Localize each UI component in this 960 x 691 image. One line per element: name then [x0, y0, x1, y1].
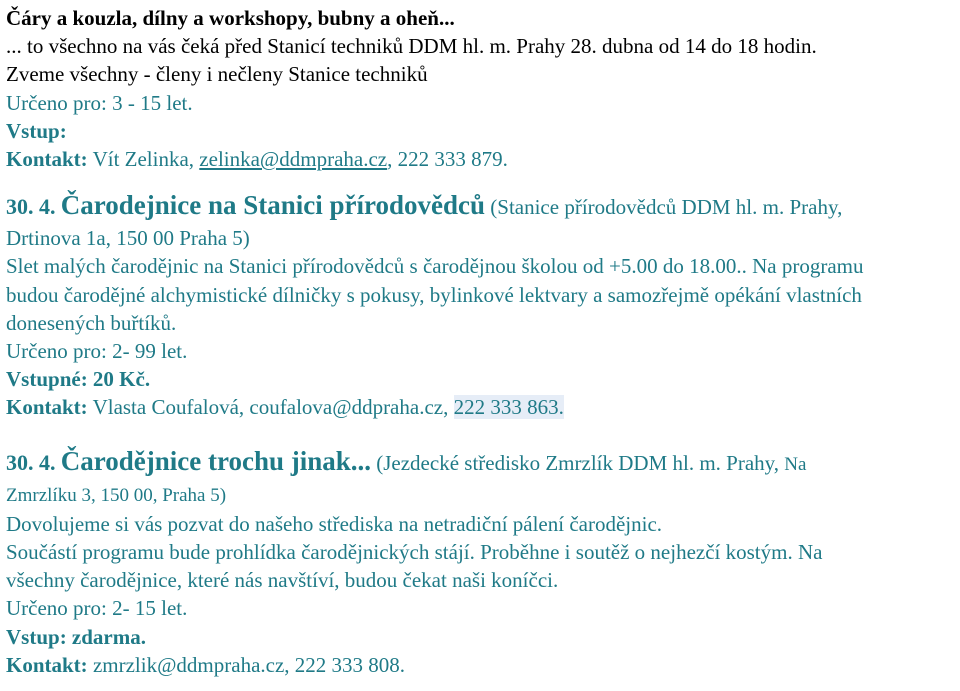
event-3-heading [6, 444, 954, 482]
event-2-description-1: Slet malých čarodějnic na Stanici přírodovědců s čarodějnou školou od +5.00 do 18.00.. Na programu [6, 254, 864, 279]
contact-details: zmrzlik@ddmpraha.cz, 222 333 808. [92, 652, 406, 677]
event-3-address: Zmrzlíku 3, 150 00, Praha 5) [6, 484, 227, 506]
event-3 [6, 444, 954, 679]
event-2-heading [6, 188, 954, 224]
contact-phone: 222 333 863. [453, 395, 564, 420]
event-2-location: (Stanice přírodovědců DDM hl. m. Prahy, [490, 195, 843, 220]
event-2-date: 30. 4. [6, 194, 56, 220]
contact-label: Kontakt: [6, 395, 88, 420]
contact-email-link[interactable]: zelinka@ddmpraha.cz [199, 147, 388, 172]
contact-label: Kontakt: [6, 652, 88, 677]
event-3-admission: Vstup: zdarma. [6, 624, 146, 649]
contact-details: Vlasta Coufalová, coufalova@ddpraha.cz, [92, 395, 449, 420]
event-2-description-2: budou čarodějné alchymistické dílničky s pokusy, bylinkové lektvary a samozřejmě opékání vlastních [6, 282, 862, 307]
contact-separator: , [387, 147, 393, 172]
event-3-location-na: Na [784, 453, 807, 475]
event-2-description-3: donesených buřtíků. [6, 310, 177, 335]
event-1-contact [6, 145, 954, 173]
event-3-title: Čarodějnice trochu jinak... [60, 445, 371, 476]
event-2-contact [6, 393, 954, 421]
event-3-description-3: všechny čarodějnice, které nás navštíví, budou čekat naši koníčci. [6, 568, 559, 593]
event-3-contact [6, 651, 954, 679]
event-2-admission: Vstupné: 20 Kč. [6, 367, 151, 392]
event-3-description-2: Součástí programu bude prohlídka čarodějnických stájí. Proběhne i soutěž o nejhezčí kostým. Na [6, 540, 823, 565]
event-1-description: ... to všechno na vás čeká před Stanicí techniků DDM hl. m. Prahy 28. dubna od 14 do 18 hodin. [6, 34, 817, 59]
event-1-title: Čáry a kouzla, dílny a workshopy, bubny a oheň... [6, 6, 455, 30]
event-3-description-1: Dovolujeme si vás pozvat do našeho střediska na netradiční pálení čarodějnic. [6, 511, 663, 536]
event-2 [6, 188, 954, 421]
event-2-age-range: Určeno pro: 2- 99 let. [6, 339, 188, 364]
contact-label: Kontakt: [6, 147, 88, 172]
event-2-address: Drtinova 1a, 150 00 Praha 5) [6, 226, 250, 251]
event-1-invitation: Zveme všechny - členy i nečleny Stanice techniků [6, 62, 428, 87]
event-1-admission: Vstup: [6, 118, 67, 143]
contact-name: Vít Zelinka, [92, 147, 195, 172]
event-1 [6, 4, 954, 173]
event-2-title: Čarodejnice na Stanici přírodovědců [60, 190, 486, 221]
contact-phone: 222 333 879. [397, 147, 508, 172]
event-3-location: (Jezdecké středisko Zmrzlík DDM hl. m. Prahy, [376, 450, 780, 475]
event-1-age-range: Určeno pro: 3 - 15 let. [6, 90, 193, 115]
event-3-date: 30. 4. [6, 449, 56, 475]
event-3-age-range: Určeno pro: 2- 15 let. [6, 596, 188, 621]
